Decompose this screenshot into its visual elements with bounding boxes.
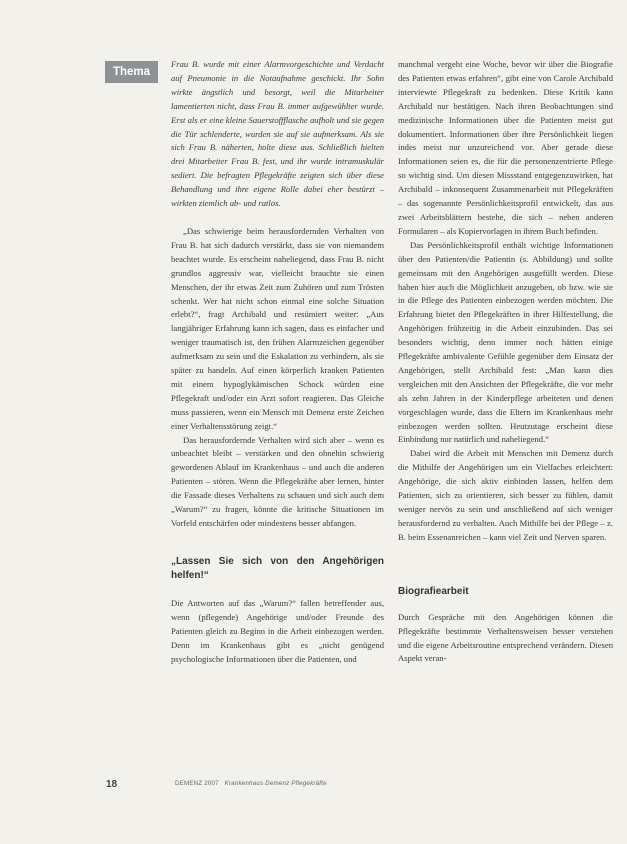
page-number: 18 (106, 779, 118, 790)
intro-paragraph: Frau B. wurde mit einer Alarmvorgeschichte und Verdacht auf Pneumonie in die Notaufnahme geschickt. Ihr Sohn wirkte ängstlich und besorgt, weil die Mitarbeiter lamentierten nicht, dass Frau B. immer aufgewühlter wurde. Erst als er eine kleine Sauerstoffflasche aufholt und sie gegen die Tür schlenderte, wurden sie auf sie aufmerksam. Als sie sich Frau B. näherten, holte diese aus. Schließlich hielten drei Mitarbeiter Frau B. fest, und ihr wurde intramuskulär sediert. Die befragten Pflegekräfte zeigten sich über diese Behandlung und ihre eigene Rolle dabei eher bestürzt – wirkten ziemlich ab- und ratlos. (171, 59, 384, 209)
left-column (171, 58, 384, 666)
footer-subtitle: Krankenhaus Demenz Pflegekräfte (224, 780, 327, 787)
subheading-biografiearbeit: Biografiearbeit (398, 585, 469, 597)
body-paragraph: „Das schwierige beim herausfordernden Verhalten von Frau B. hat sich dadurch verstärkt, dass sie von niemandem beachtet wurde. Es erscheint naheliegend, dass Frau B. nicht grundlos aggressiv war, vielleicht brauchte sie einen Menschen, der ihr etwas Zeit zum Zuhören und zum Trösten schenkt. Wer hat nicht schon einmal eine solche Situation erlebt?“, fragt Archibald und resümiert weiter: „Aus langjähriger Erfahrung kann ich sagen, dass es einfacher und weniger traumatisch ist, den frühen Alarmzeichen gegenüber aufmerksam zu sein und die Eskalation zu verhindern, als sie später zu handeln. Auf einen körperlich kranken Patienten mit einem hypoglykämischen Schock würden eine Pflegekraft und/oder ein Arzt sofort reagieren. Das Gleiche muss passieren, wenn ein Mensch mit Demenz erste Zeichen einer Verhaltensstörung zeigt.“ (171, 225, 384, 431)
body-paragraph: Die Antworten auf das „Warum?“ fallen betreffender aus, wenn (pflegende) Angehörige und/oder Freunde des Patienten gleich zu Beginn in die Arbeit einbezogen werden. Denn im Krankenhaus gibt es „nicht genügend psychologische Informationen über die Patienten, und (171, 597, 384, 664)
body-paragraph: manchmal vergeht eine Woche, bevor wir über die Biografie des Patienten etwas erfahren“, gibt eine von Carole Archibald interviewte Pflegekraft zu bedenken. Diese Kritik kann Archibald nur bestätigen. Nach ihren Beobachtungen sind medizinische Informationen über die Patienten meist gut dokumentiert. Informationen über ihre Persönlichkeit liegen indes meist nur unzureichend vor. Aber gerade diese Informationen seien es, die für die personenzentrierte Pflege so wichtig sind. Um diesen Missstand entgegenzuwirken, hat Archibald – inkonsequent Zusammenarbeit mit Pflegekräften – das sogenannte Persönlichkeitsprofil entwickelt, das aus zwei Arbeitsblättern bestehe, die sich – neben anderen Formularen – als Kopiervorlagen in ihrem Buch befinden. (398, 59, 613, 236)
body-paragraph: Das Persönlichkeitsprofil enthält wichtige Informationen über den Patienten/die Patientin (s. Abbildung) und sollte gemeinsam mit den Angehörigen ausgefüllt werden. Diese haben hier auch die Möglichkeit anzugeben, ob bzw. wie sie in die Pflege des Patienten einbezogen werden möchten. Die Erfahrung bietet den Pflegekräften in ihrer Hilfestellung, die Angehörigen frühzeitig in die Arbeit einzubinden. Das sei besonders wichtig, denn immer noch hätten einige Pflegekräfte ambivalente Gefühle gegenüber dem Einsatz der Angehörigen, stellt Archibald fest: „Man kann dies vergleichen mit den Ansichten der Pflegekräfte, die vor mehr als zehn Jahren in der Kinderpflege arbeiteten und denen vorgeschlagen wurde, dass die Eltern im Krankenhaus mehr einbezogen werden sollten. Heutzutage erscheint diese Einbindung nur natürlich und naheliegend.“ (398, 239, 613, 445)
subheading-angehoerige: „Lassen Sie sich von den Angehörigen helfen!“ (171, 555, 384, 581)
body-paragraph: Durch Gespräche mit den Angehörigen können die Pflegekräfte bestimmte Verhaltensweisen besser verstehen und die eigene Arbeitsroutine entsprechend verändern. Diesen Aspekt veran- (398, 611, 613, 664)
right-column (398, 58, 613, 666)
body-paragraph: Dabei wird die Arbeit mit Menschen mit Demenz durch die Mithilfe der Angehörigen um ein Vielfaches erleichtert: Angehörige, die sich aktiv einbinden lassen, helfen dem Patienten, sich zu orientieren, sich besser zu fühlen, damit weniger nervös zu sein und anschließend auf sich weniger herausfordernd zu verhalten. Auch Mithilfe bei der Pflege – z. B. beim Essenanreichen – kann viel Zeit und Nerven sparen. (398, 448, 613, 542)
running-footer (175, 780, 327, 787)
body-paragraph: Das herausfordernde Verhalten wird sich aber – wenn es unbeachtet bleibt – verstärken und den ohnehin schwierig gewordenen Ablauf im Krankenhaus – und auch die anderen Patienten – stören. Wenn die Pflegekräfte aber lernen, hinter die Fassade dieses Verhaltens zu schauen und sich auch dem „Warum?“ zu fragen, könnte die kritische Situationen im Vorfeld entschärfen oder mindestens besser abfangen. (171, 434, 384, 528)
section-tab: Thema (105, 61, 158, 83)
footer-journal: DEMENZ 2007 (175, 780, 219, 787)
